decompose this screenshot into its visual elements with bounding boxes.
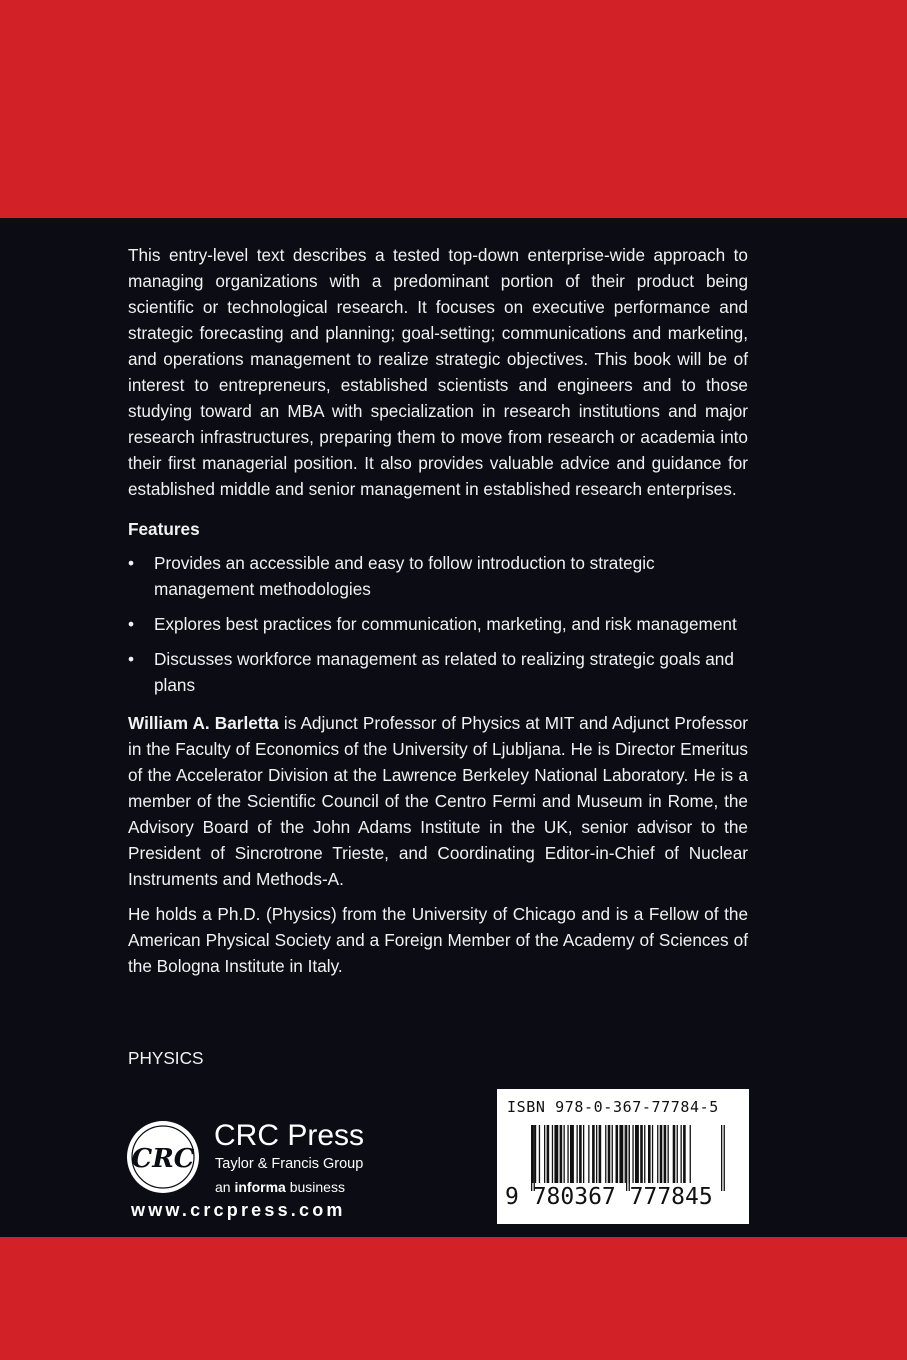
barcode-bar	[644, 1125, 645, 1183]
barcode-bar	[625, 1125, 626, 1183]
bullet-icon: •	[128, 553, 135, 573]
barcode-bar	[560, 1125, 563, 1183]
publisher-logo	[126, 1118, 396, 1228]
barcode-bar	[588, 1125, 589, 1183]
barcode-bar	[552, 1125, 553, 1183]
barcode-bar	[544, 1125, 545, 1183]
crc-logo-icon	[126, 1120, 200, 1194]
barcode-bar	[673, 1125, 676, 1183]
features-heading: Features	[128, 519, 200, 539]
bullet-icon: •	[128, 614, 135, 634]
barcode-bar	[535, 1125, 536, 1183]
publisher-name: CRC Press	[214, 1119, 365, 1152]
barcode-bar	[612, 1125, 613, 1183]
barcode-guard-bar	[534, 1125, 535, 1191]
barcode-bar	[554, 1125, 558, 1183]
barcode-bar	[660, 1125, 663, 1183]
features-list	[128, 550, 748, 698]
isbn-barcode	[497, 1089, 749, 1224]
barcode-bar	[599, 1125, 602, 1183]
feature-text: Discusses workforce management as related to realizing strategic goals and plans	[154, 649, 734, 695]
barcode-bar	[683, 1125, 686, 1183]
barcode-guard-bar	[629, 1125, 630, 1191]
book-description: This entry-level text describes a tested top-down enterprise-wide approach to managing organizations with a predominant portion of their product being scientific or technological research. It focuses on executive performance and strategic forecasting and planning; goal-setting; communications and marketing, and operations management to realize strategic objectives. This book will be of interest to entrepreneurs, established scientists and engineers and to those studying toward an MBA with specialization in research institutions and major research infrastructures, preparing them to move from research or academia into their first managerial position. It also provides valuable advice and guidance for established middle and senior management in established research enterprises.	[128, 245, 748, 499]
author-bio-text: is Adjunct Professor of Physics at MIT and Adjunct Professor in the Faculty of Economics of the University of Ljubljana. He is Director Emeritus of the Accelerator Division at the Lawrence Berkeley National Laboratory. He is a member of the Scientific Council of the Centro Fermi and Museum in Rome, the Advisory Board of the John Adams Institute in the UK, senior advisor to the President of Sincrotrone Trieste, and Coordinating Editor-in-Chief of Nuclear Instruments and Methods-A.	[128, 713, 748, 889]
top-red-band	[0, 0, 907, 218]
barcode-bar	[677, 1125, 678, 1183]
informa-bold: informa	[234, 1179, 286, 1195]
barcode-bar	[579, 1125, 582, 1183]
publisher-group: Taylor & Francis Group	[215, 1156, 364, 1172]
barcode-bar	[619, 1125, 623, 1183]
bottom-red-band	[0, 1237, 907, 1360]
feature-text: Provides an accessible and easy to follow introduction to strategic management methodologies	[154, 553, 655, 599]
publisher-informa-line	[215, 1178, 345, 1196]
back-cover-text	[128, 242, 748, 979]
barcode-digits: 9 780367 777845	[505, 1184, 713, 1210]
barcode-bar	[608, 1125, 611, 1183]
barcode-guard-bar	[531, 1125, 532, 1191]
author-name: William A. Barletta	[128, 713, 279, 733]
barcode-bar	[635, 1125, 639, 1183]
subject-category: PHYSICS	[128, 1048, 204, 1068]
feature-item	[128, 550, 748, 602]
bullet-icon: •	[128, 649, 135, 669]
barcode-bar	[668, 1125, 669, 1183]
author-credentials: He holds a Ph.D. (Physics) from the University of Chicago and is a Fellow of the American Physical Society and a Foreign Member of the Academy of Sciences of the Bologna Institute in Italy.	[128, 904, 748, 976]
barcode-bar	[596, 1125, 597, 1183]
barcode-bar	[652, 1125, 653, 1183]
barcode-guard-bar	[626, 1125, 627, 1191]
feature-text: Explores best practices for communication, marketing, and risk management	[154, 614, 737, 634]
feature-item	[128, 646, 748, 698]
author-bio	[128, 710, 748, 892]
barcode-bar	[690, 1125, 691, 1183]
barcode-bar	[539, 1125, 540, 1183]
barcode-bar	[664, 1125, 667, 1183]
crc-logo-text: CRC	[131, 1144, 195, 1174]
publisher-url: www.crcpress.com	[131, 1200, 346, 1220]
informa-prefix: an	[215, 1179, 235, 1195]
barcode-bar	[648, 1125, 651, 1183]
barcode-guard-bar	[721, 1125, 722, 1191]
barcode-bar	[616, 1125, 619, 1183]
barcode-bar	[632, 1125, 633, 1183]
barcode-bar	[567, 1125, 568, 1183]
informa-suffix: business	[285, 1179, 345, 1195]
barcode-bar	[592, 1125, 595, 1183]
barcode-bar	[564, 1125, 565, 1183]
barcode-bar	[570, 1125, 574, 1183]
barcode-bar	[583, 1125, 584, 1183]
feature-item	[128, 611, 748, 637]
barcode-bar	[681, 1125, 682, 1183]
barcode-bar	[577, 1125, 578, 1183]
barcode-bar	[657, 1125, 658, 1183]
barcode-bar	[640, 1125, 643, 1183]
barcode-bar	[547, 1125, 550, 1183]
barcode-bar	[605, 1125, 606, 1183]
isbn-label: ISBN 978-0-367-77784-5	[507, 1098, 719, 1116]
barcode-guard-bar	[724, 1125, 725, 1191]
